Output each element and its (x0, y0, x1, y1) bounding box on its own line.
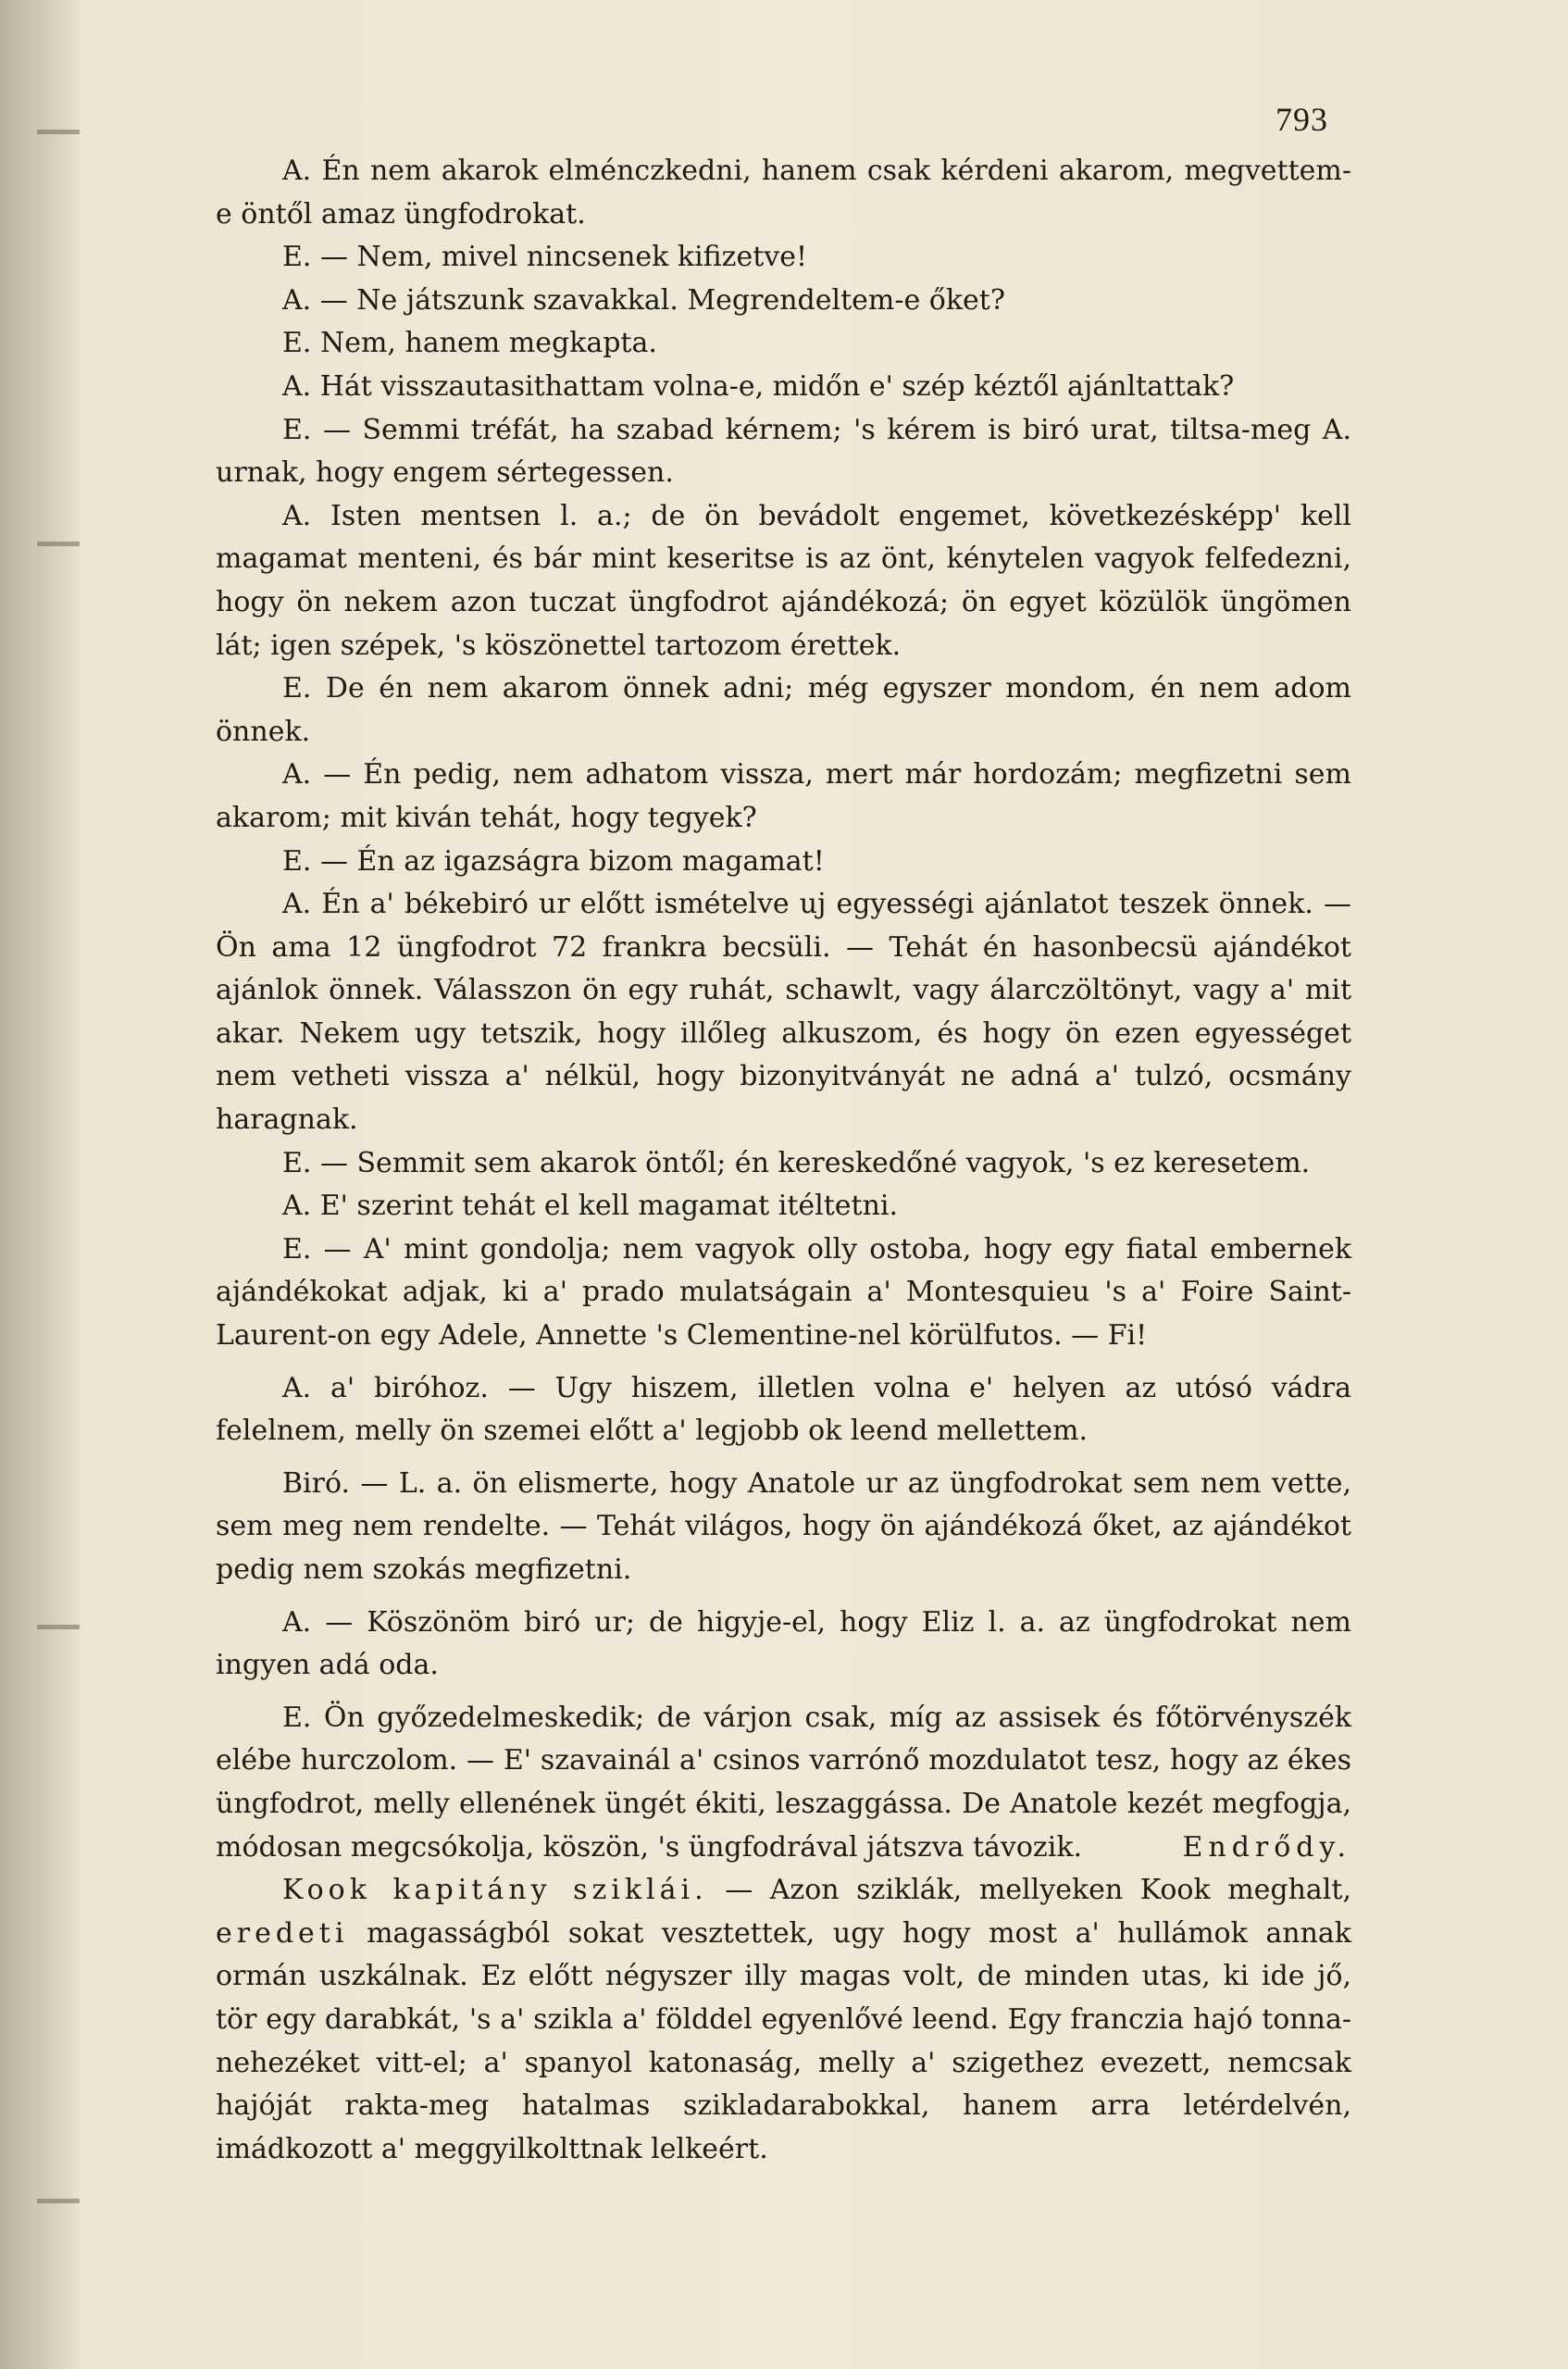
article-paragraph (216, 1869, 1351, 2171)
page-text (216, 150, 1351, 2171)
dialogue-line: A. Hát visszautasithattam volna-e, midőn e' szép kéztől ajánltattak? (282, 369, 1235, 403)
dialogue-line: E. — A' mint gondolja; nem vagyok olly ostoba, hogy egy fiatal embernek ajándékokat adjak, ki a' prado mulatságain a' Montesquieu 's a' Foire Saint-Laurent-on egy Adele, Annette 's Clementine-nel körülfutos. — Fi! (216, 1232, 1351, 1353)
dialogue-line: E. — Semmit sem akarok öntől; én kereskedőné vagyok, 's ez keresetem. (282, 1146, 1311, 1179)
dialogue-line: A. — Köszönöm biró ur; de higyje-el, hogy Eliz l. a. az üngfodrokat nem ingyen adá oda. (216, 1605, 1351, 1682)
binding-mark (37, 542, 80, 546)
page-binding-edge (0, 0, 80, 2369)
article-opening: — Azon sziklák, mellyeken Kook meghalt, (725, 1874, 1351, 1907)
article-body: magasságból sokat vesztettek, ugy hogy most a' hullámok annak ormán uszkálnak. Ez előtt négyszer illy magas volt, de minden utas, ki ide jő, tör egy darabkát, 's a' szikla a' földdel egyenlővé leend. Egy franczia hajó tonna-nehezéket vitt-el; a' spanyol katonaság, melly a' szigethez evezett, nemcsak hajóját rakta-meg hatalmas szikladarabokkal, hanem arra letérdelvén, imádkozott a' meggyilkolttnak lelkeért. (216, 1916, 1351, 2165)
dialogue-line: A. a' biróhoz. — Ugy hiszem, illetlen volna e' helyen az utósó vádra felelnem, melly ön szemei előtt a' legjobb ok leend mellettem. (216, 1371, 1351, 1448)
article-lead-word: eredeti (216, 1916, 349, 1950)
dialogue-line: A. — Én pedig, nem adhatom vissza, mert már hordozám; megfizetni sem akarom; mit kiván tehát, hogy tegyek? (216, 758, 1351, 834)
dialogue-line: A. Én nem akarok elménczkedni, hanem csak kérdeni akarom, megvettem-e öntől amaz üngfodrokat. (216, 155, 1351, 231)
dialogue-line: A. E' szerint tehát el kell magamat itéltetni. (282, 1190, 899, 1223)
article-title: Kook kapitány sziklái. (282, 1874, 708, 1907)
binding-mark (37, 1625, 80, 1629)
dialogue-line: A. — Ne játszunk szavakkal. Megrendeltem-e őket? (282, 283, 1005, 317)
dialogue-line: E. — Semmi tréfát, ha szabad kérnem; 's kérem is biró urat, tiltsa-meg A. urnak, hogy engem sértegessen. (216, 413, 1351, 490)
final-dialogue-block (216, 1697, 1351, 1869)
author-signature: Endrődy. (1182, 1830, 1351, 1864)
dialogue-line: A. Isten mentsen l. a.; de ön bevádolt engemet, következésképp' kell magamat menteni, és bár mint keseritse is az önt, kénytelen vagyok felfedezni, hogy ön nekem azon tuczat üngfodrot ajándékozá; ön egyet közülök üngömen lát; igen szépek, 's köszönettel tartozom érettek. (216, 499, 1351, 662)
dialogue-line: E. De én nem akarom önnek adni; még egyszer mondom, én nem adom önnek. (216, 672, 1351, 748)
dialogue-text: E. Ön győzedelmeskedik; de várjon csak, míg az assisek és főtörvényszék elébe hurczolom. — E' szavainál a' csinos varrónő mozdulatot tesz, hogy az ékes üngfodrot, melly ellenének üngét ékiti, leszaggássa. De Anatole kezét megfogja, módosan megcsókolja, köszön, 's üngfodrával játszva távozik. (216, 1701, 1351, 1864)
dialogue-line: Biró. — L. a. ön elismerte, hogy Anatole ur az üngfodrokat sem nem vette, sem meg nem rendelte. — Tehát világos, hogy ön ajándékozá őket, az ajándékot pedig nem szokás megfizetni. (216, 1466, 1351, 1586)
dialogue-line: E. Nem, hanem megkapta. (282, 327, 657, 360)
binding-mark (37, 130, 80, 134)
dialogue-line: E. — Én az igazságra bizom magamat! (282, 844, 825, 878)
dialogue-line (216, 1697, 1351, 1869)
page-number: 793 (1276, 101, 1328, 138)
binding-mark (37, 2199, 80, 2203)
dialogue-line: A. Én a' békebiró ur előtt ismételve uj egyességi ajánlatot teszek önnek. — Ön ama 12 üngfodrot 72 frankra becsüli. — Tehát én hasonbecsü ajándékot ajánlok önnek. Válasszon ön egy ruhát, schawlt, vagy álarczöltönyt, vagy a' mit akar. Nekem ugy tetszik, hogy illőleg alkuszom, és hogy ön ezen egyességet nem vetheti vissza a' nélkül, hogy bizonyitványát ne adná a' tulzó, ocsmány haragnak. (216, 888, 1351, 1137)
dialogue-line: E. — Nem, mivel nincsenek kifizetve! (282, 241, 808, 274)
